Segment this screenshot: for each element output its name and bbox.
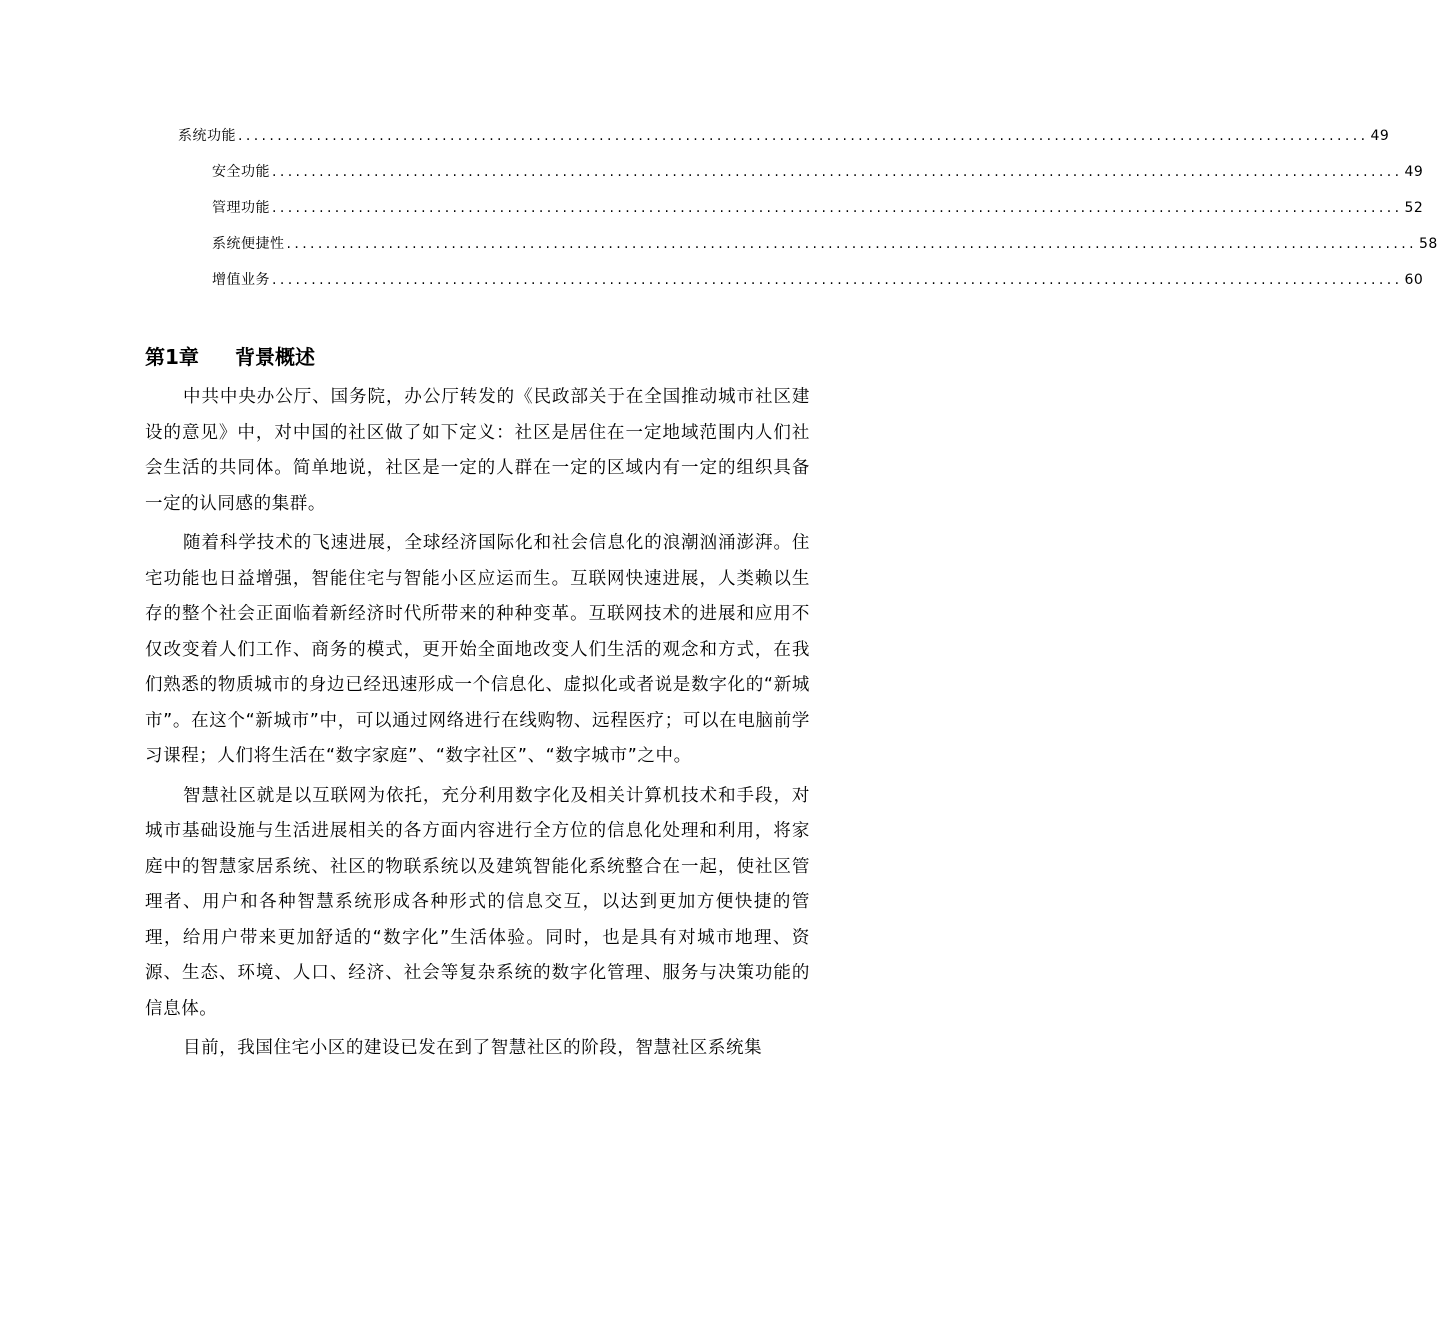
toc-entry-label: 系统便捷性: [212, 236, 285, 252]
body-text: [145, 380, 810, 1071]
paragraph: 随着科学技术的飞速进展，全球经济国际化和社会信息化的浪潮汹涌澎湃。住宅功能也日益增强，智能住宅与智能小区应运而生。互联网快速进展，人类赖以生存的整个社会正面临着新经济时代所带来的种种变革。互联网技术的进展和应用不仅改变着人们工作、商务的模式，更开始全面地改变人们生活的观念和方式，在我们熟悉的物质城市的身边已经迅速形成一个信息化、虚拟化或者说是数字化的“新城市”。在这个“新城市”中，可以通过网络进行在线购物、远程医疗；可以在电脑前学习课程；人们将生活在“数字家庭”、“数字社区”、“数字城市”之中。: [145, 533, 810, 766]
chapter-title: 背景概述: [235, 345, 315, 369]
toc-entry[interactable]: [212, 196, 1424, 220]
toc-page-number: 49: [1404, 164, 1424, 180]
chapter-number: 第1章: [145, 345, 199, 369]
toc-leader-dots: ................................................................................................................................................: [272, 272, 1403, 288]
toc-page-number: 49: [1370, 128, 1390, 144]
toc-leader-dots: ................................................................................................................................................: [238, 128, 1369, 144]
toc-page-number: 58: [1418, 236, 1438, 252]
toc-page-number: 60: [1404, 272, 1424, 288]
toc-leader-dots: ................................................................................................................................................: [272, 164, 1403, 180]
toc-entry[interactable]: [178, 124, 1390, 148]
paragraph: 智慧社区就是以互联网为依托，充分利用数字化及相关计算机技术和手段，对城市基础设施与生活进展相关的各方面内容进行全方位的信息化处理和利用，将家庭中的智慧家居系统、社区的物联系统以及建筑智能化系统整合在一起，使社区管理者、用户和各种智慧系统形成各种形式的信息交互，以达到更加方便快捷的管理，给用户带来更加舒适的“数字化”生活体验。同时，也是具有对城市地理、资源、生态、环境、人口、经济、社会等复杂系统的数字化管理、服务与决策功能的信息体。: [145, 785, 810, 1019]
toc-entry-label: 安全功能: [212, 164, 270, 180]
toc-entry[interactable]: [212, 232, 1438, 256]
toc-leader-dots: ................................................................................................................................................: [286, 236, 1417, 252]
toc-entry-label: 系统功能: [178, 128, 236, 144]
paragraph: 目前，我国住宅小区的建设已发在到了智慧社区的阶段，智慧社区系统集: [183, 1038, 763, 1058]
paragraph: 中共中央办公厅、国务院，办公厅转发的《民政部关于在全国推动城市社区建设的意见》中，对中国的社区做了如下定义：社区是居住在一定地域范围内人们社会生活的共同体。简单地说，社区是一定的人群在一定的区域内有一定的组织具备一定的认同感的集群。: [145, 387, 810, 514]
toc-entry[interactable]: [212, 160, 1424, 184]
toc-entry-label: 管理功能: [212, 200, 270, 216]
toc-entry-label: 增值业务: [212, 272, 270, 288]
chapter-heading: [145, 340, 315, 374]
toc-page-number: 52: [1404, 200, 1424, 216]
toc-leader-dots: ................................................................................................................................................: [272, 200, 1403, 216]
toc-entry[interactable]: [212, 268, 1424, 292]
